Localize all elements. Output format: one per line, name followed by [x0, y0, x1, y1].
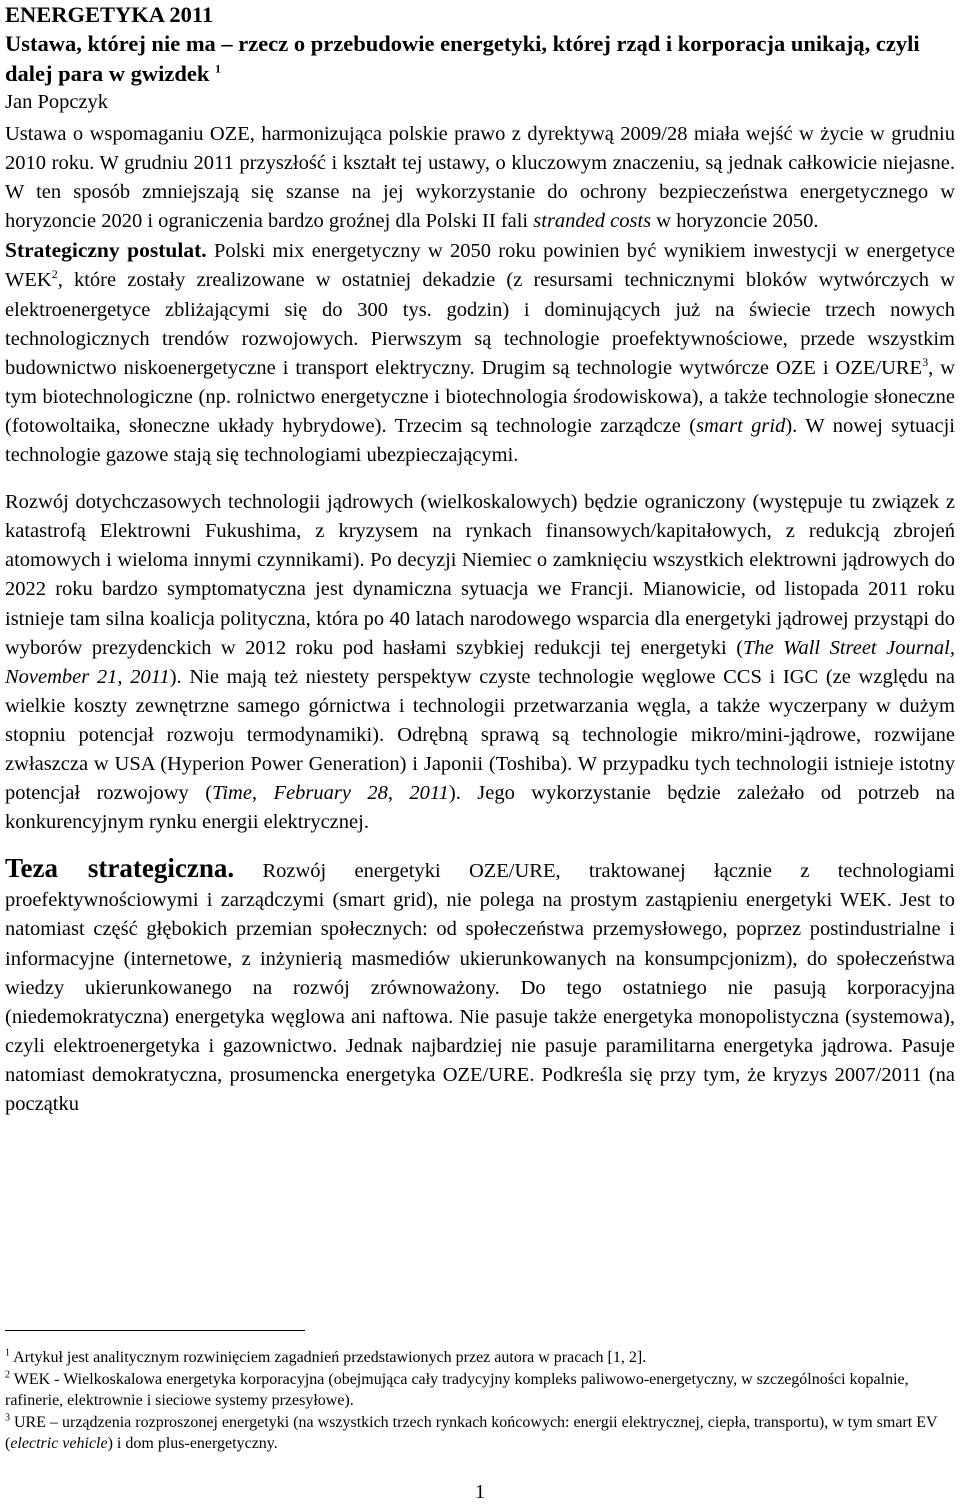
- footnote-3: [5, 1412, 955, 1455]
- footnote-2-text: WEK - Wielkoskalowa energetyka korporacyjna (obejmująca cały tradycyjny kompleks paliwowo-energetyczny, w szczególności kopalnie, rafinerie, elektrownie i sieciowe systemy przesyłowe).: [5, 1370, 909, 1410]
- footnote-1-number: 1: [5, 1347, 10, 1359]
- author-name: Jan Popczyk: [5, 91, 109, 113]
- wsj-citation: The Wall Street Journal, November 21, 2011: [5, 636, 955, 688]
- postulate-text-a: Polski mix energetyczny w 2050 roku powinien być wynikiem inwestycji w energetyce WEK: [5, 240, 956, 292]
- footnote-1-text: Artykuł jest analitycznym rozwinięciem zagadnień przedstawionych przez autora w pracach [1, 2].: [13, 1349, 647, 1366]
- footnote-2: [5, 1369, 955, 1412]
- intro-text: Ustawa o wspomaganiu OZE, harmonizująca polskie prawo z dyrektywą 2009/28 miała wejść w życie w grudniu 2010 roku. W grudniu 2011 przyszłość i kształt tej ustawy, o kluczowym znaczeniu, są jednak całkowicie niejasne. W ten sposób zmniejszają się szanse na jej wykorzystanie do ochrony bezpieczeństwa energetycznego w horyzoncie 2020 i ograniczenia bardzo groźnej dla Polski II fali: [5, 123, 955, 233]
- paragraph-strategic-postulate: [5, 236, 955, 470]
- paragraph-nuclear-development: [5, 488, 955, 837]
- postulate-text-d: ). W nowej sytuacji technologie gazowe stają się technologiami ubezpieczającymi.: [5, 414, 955, 467]
- time-citation: Time, February 28, 2011: [212, 782, 449, 805]
- footnote-3-text-b: ) i dom plus-energetyczny.: [107, 1435, 278, 1453]
- document-header: ENERGETYKA 2011: [5, 2, 214, 27]
- intro-italic-term: stranded costs: [533, 210, 652, 233]
- footnote-3-text-a: URE – urządzenia rozproszonej energetyki (na wszystkich trzech rynkach końcowych: energii elektrycznej, ciepła, transportu), w tym smart EV (: [5, 1413, 938, 1453]
- paragraph-intro: [5, 120, 955, 236]
- paragraph-strategic-thesis: [5, 854, 955, 1119]
- footnote-1: [5, 1347, 955, 1369]
- strategic-postulate-heading: Strategiczny postulat.: [5, 238, 207, 263]
- footnote-divider: [5, 1330, 305, 1331]
- strategic-thesis-heading: Teza strategiczna.: [5, 853, 235, 884]
- smart-grid-italic: smart grid: [696, 414, 786, 437]
- nuclear-text-c: ). Jego wykorzystanie będzie zależało od potrzeb na konkurencyjnym rynku energii elektrycznej.: [5, 782, 955, 834]
- page-number: 1: [475, 1481, 485, 1503]
- footnote-marker-2[interactable]: 2: [51, 267, 58, 282]
- postulate-text-b: , które zostały zrealizowane w ostatniej dekadzie (z resursami technicznymi bloków wytwórczych w elektroenergetyce zbliżającymi się do 300 tys. godzin) i dominujących już na świecie trzech nowych technologicznych trendów rozwojowych. Pierwszym są technologie proefektywnościowe, przede wszystkim budownictwo niskoenergetyczne i transport elektryczny. Drugim są technologie wytwórcze OZE i OZE/URE: [5, 269, 955, 379]
- footnote-3-number: 3: [5, 1412, 10, 1424]
- article-title: [5, 29, 955, 89]
- footnote-marker-1[interactable]: 1: [215, 61, 221, 76]
- nuclear-text-a: Rozwój dotychczasowych technologii jądrowych (wielkoskalowych) będzie ograniczony (występuje tu związek z katastrofą Elektrowni Fukushima, z kryzysem na rynkach finansowych/kapitałowych, z redukcją zbrojeń atomowych i wieloma innymi czynnikami). Po decyzji Niemiec o zamknięciu wszystkich elektrowni jądrowych do 2022 roku bardzo symptomatyczna jest dynamiczna sytuacja we Francji. Mianowicie, od listopada 2011 roku istnieje tam silna koalicja polityczna, która po 40 latach narodowego wsparcia dla energetyki jądrowej przystąpi do wyborów prezydenckich w 2012 roku pod hasłami szybkiej redukcji tej energetyki (: [5, 491, 955, 659]
- postulate-text-c: , w tym biotechnologiczne (np. rolnictwo energetyczne i biotechnologia środowiskowa), a także technologie słoneczne (fotowoltaika, słoneczne układy hybrydowe). Trzecim są technologie zarządcze (: [5, 356, 955, 437]
- thesis-text: Rozwój energetyki OZE/URE, traktowanej łącznie z technologiami proefektywnościowymi i zarządczymi (smart grid), nie polega na prostym zastąpieniu energetyki WEK. Jest to natomiast część głębokich przemian społecznych: od społeczeństwa przemysłowego, poprzez postindustrialne i informacyjne (internetowe, z inżynierią masmediów ukierunkowanych na konsumpcjonizm), do społeczeństwa wiedzy ukierunkowanego na rozwój zrównoważony. Do tego ostatniego nie pasują korporacyjna (niedemokratyczna) energetyka węglowa ani naftowa. Nie pasuje także energetyka monopolistyczna (systemowa), czyli elektroenergetyka i gazownictwo. Jednak najbardziej nie pasuje paramilitarna energetyka jądrowa. Pasuje natomiast demokratyczna, prosumencka energetyka OZE/URE. Podkreśla się przy tym, że kryzys 2007/2011 (na początku: [5, 860, 956, 1115]
- nuclear-text-b: ). Nie mają też niestety perspektyw czyste technologie węglowe CCS i IGC (ze względu na wielkie koszty zewnętrzne samego górnictwa i technologii przetwarzania węgla, a także wyczerpany w dużym stopniu potencjał rozwoju termodynamiki). Odrębną sprawą są technologie mikro/mini-jądrowe, rozwijane zwłaszcza w USA (Hyperion Power Generation) i Japonii (Toshiba). W przypadku tych technologii istnieje istotny potencjał rozwojowy (: [5, 665, 955, 805]
- article-title-text: Ustawa, której nie ma – rzecz o przebudowie energetyki, której rząd i korporacja unikają, czyli dalej para w gwizdek: [5, 31, 920, 86]
- footnote-3-italic: electric vehicle: [10, 1435, 108, 1453]
- footnotes-section: [5, 1347, 955, 1455]
- document-page: [5, 0, 955, 1119]
- intro-text-end: w horyzoncie 2050.: [656, 210, 819, 233]
- footnote-2-number: 2: [5, 1369, 10, 1381]
- footnote-marker-3[interactable]: 3: [922, 354, 929, 369]
